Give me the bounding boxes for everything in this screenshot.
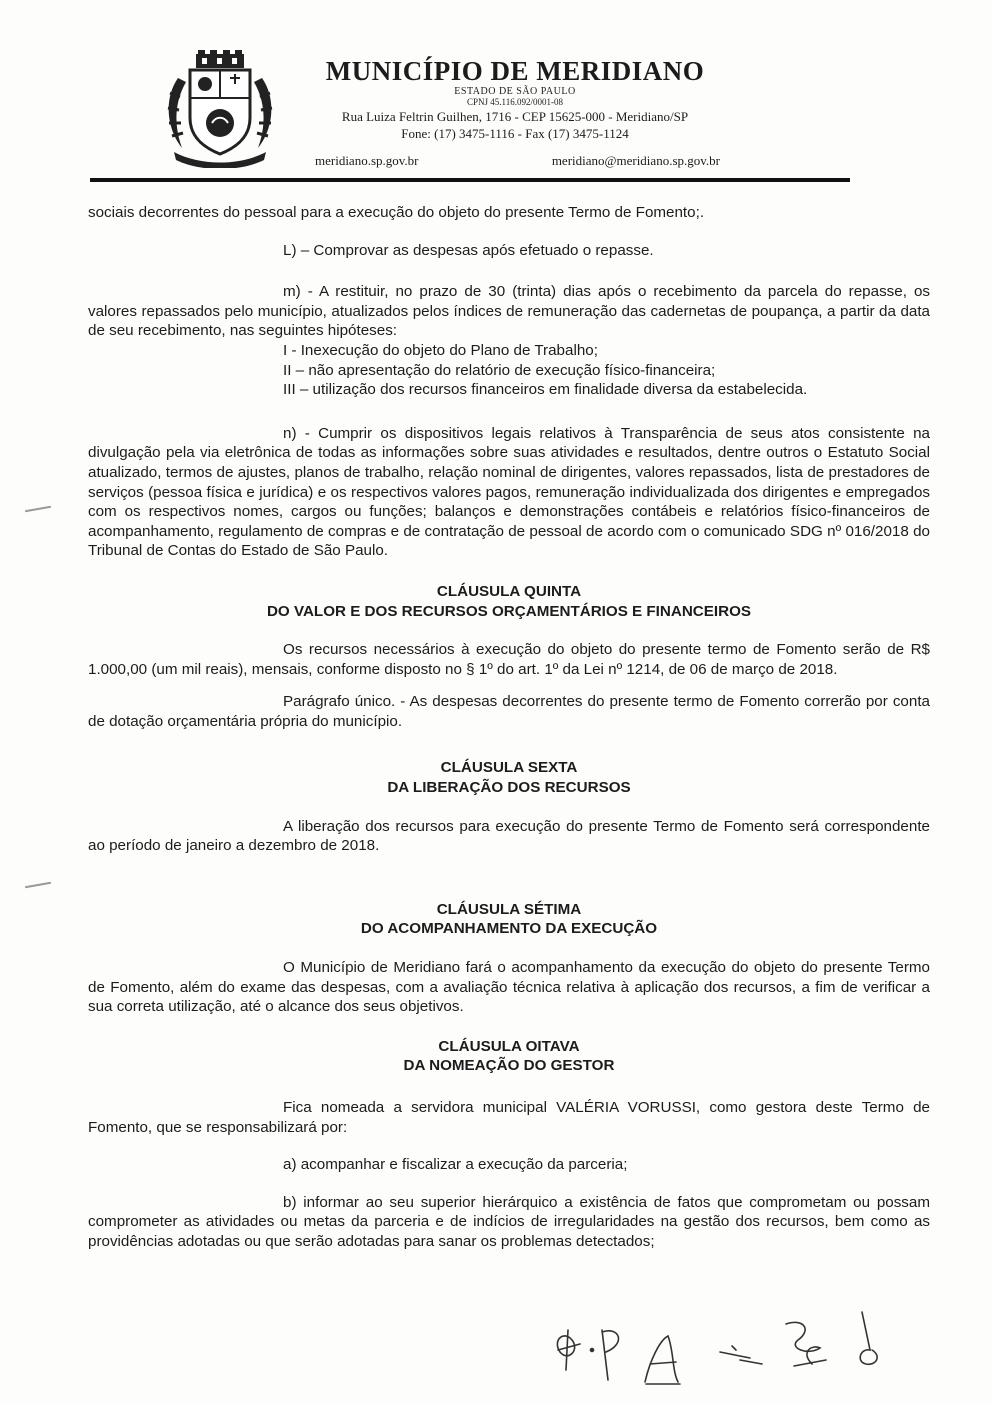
clause-6-paragraph: A liberação dos recursos para execução do presente Termo de Fomento será correspondente ao período de janeiro a dezembro de 2018. [88, 817, 930, 855]
item-m-ii: II – não apresentação do relatório de execução físico-financeira; [283, 361, 716, 379]
clause-5-paragraph: Os recursos necessários à execução do objeto do presente termo de Fomento serão de R$ 1.000,00 (um mil reais), mensais, conforme disposto no § 1º do art. 1º da Lei nº 1214, de 06 de março de 2018. [88, 641, 930, 678]
item-m-iii: III – utilização dos recursos financeiros em finalidade diversa da estabelecida. [283, 381, 808, 399]
phone-line: Fone: (17) 3475-1116 - Fax (17) 3475-1124 [401, 126, 629, 141]
paragraph: sociais decorrentes do pessoal para a execução do objeto do presente Termo de Fomento;. [88, 204, 705, 221]
item-l: L) – Comprovar as despesas após efetuado o repasse. [283, 241, 654, 259]
item-m-i: I - Inexecução do objeto do Plano de Trabalho; [283, 341, 598, 359]
clause-8-title: CLÁUSULA OITAVA [438, 1037, 580, 1055]
address-line: Rua Luiza Feltrin Guilhen, 1716 - CEP 15625-000 - Meridiano/SP [341, 109, 689, 124]
handwritten-initials-icon [550, 1300, 910, 1390]
clause-8-item-b: b) informar ao seu superior hierárquico a existência de fatos que comprometam ou possam comprometer as atividades ou metas da parceria e de indícios de irregularidades na gestão dos recursos, bem como as providências adotadas ou que serão adotadas para sanar os problemas detectados; [88, 1193, 930, 1250]
clause-8-paragraph: Fica nomeada a servidora municipal VALÉRIA VORUSSI, como gestora deste Termo de Fomento, que se responsabilizará por: [88, 1099, 930, 1136]
clause-8-item-a: a) acompanhar e fiscalizar a execução da parceria; [283, 1156, 628, 1174]
item-n: n) - Cumprir os dispositivos legais relativos à Transparência de seus atos consistente na divulgação pela via eletrônica de todas as informações sobre suas atividades e resultados, dentre outros o Estatuto Social atualizado, termos de ajustes, planos de trabalho, relação nominal de dirigentes, valores repassados, lista de prestadores de serviços (pessoa física e jurídica) e os respectivos valores pagos, remuneração individualizada dos dirigentes e empregados com os respectivos nomes, cargos ou funções; balanços e demonstrações contábeis e relatórios físico-financeiros de acompanhamento, regulamento de compras e de contratação de pessoal de acordo com o comunicado SDG nº 016/2018 do Tribunal de Contas do Estado de São Paulo. [88, 424, 930, 560]
email-link[interactable]: meridiano@meridiano.sp.gov.br [551, 153, 720, 168]
website-link[interactable]: meridiano.sp.gov.br [315, 153, 419, 168]
municipality-title: MUNICÍPIO DE MERIDIANO [325, 56, 705, 86]
clause-8-subtitle: DA NOMEAÇÃO DO GESTOR [403, 1057, 615, 1075]
scan-margin-mark [25, 882, 51, 888]
document-body [88, 203, 930, 1252]
clause-5-subtitle: DO VALOR E DOS RECURSOS ORÇAMENTÁRIOS E FINANCEIROS [266, 602, 752, 620]
header-divider [90, 178, 850, 182]
clause-5-sole-paragraph: Parágrafo único. - As despesas decorrentes do presente termo de Fomento correrão por conta de dotação orçamentária própria do município. [88, 693, 930, 730]
scan-margin-mark [25, 506, 51, 512]
cnpj-number: CPNJ 45.116.092/0001-08 [467, 97, 563, 107]
contact-line [315, 153, 720, 169]
clause-7-subtitle: DO ACOMPANHAMENTO DA EXECUÇÃO [360, 920, 658, 938]
clause-7-title: CLÁUSULA SÉTIMA [436, 900, 582, 918]
item-m: m) - A restituir, no prazo de 30 (trinta) dias após o recebimento da parcela do repasse, os valores repassados pelo município, atualizados pelos índices de remuneração das cadernetas de poupança, a partir da data de seu recebimento, nas seguintes hipóteses: [88, 283, 930, 340]
state-name: ESTADO DE SÃO PAULO [454, 86, 576, 97]
clause-7-paragraph: O Município de Meridiano fará o acompanhamento da execução do objeto do presente Termo de Fomento, além do exame das despesas, com a avaliação técnica relativa à aplicação dos recursos, a fim de verificar a sua correta utilização, até o alcance dos seus objetivos. [88, 959, 930, 1016]
clause-6-title: CLÁUSULA SEXTA [440, 759, 578, 777]
clause-5-title: CLÁUSULA QUINTA [436, 582, 582, 600]
municipal-coat-of-arms-icon [160, 48, 280, 168]
clause-6-subtitle: DA LIBERAÇÃO DOS RECURSOS [387, 779, 631, 797]
letterhead [90, 48, 850, 182]
